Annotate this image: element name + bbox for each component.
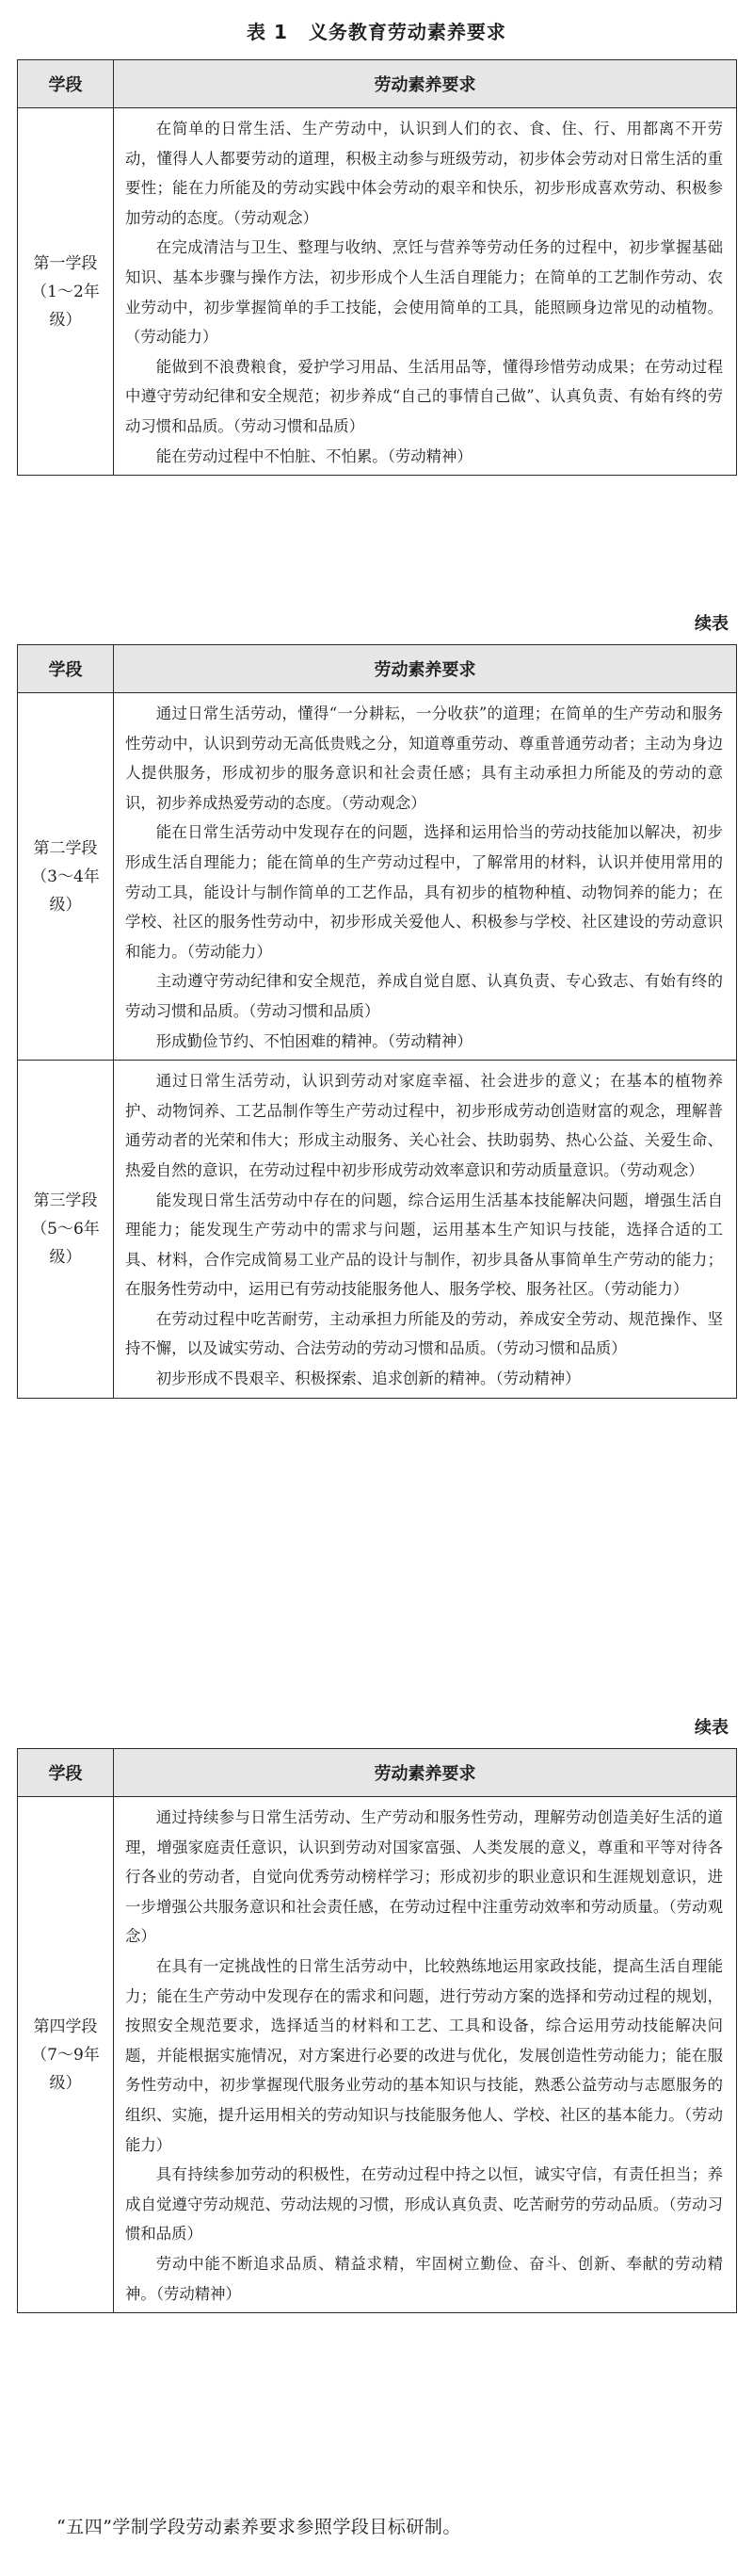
requirements-table-part-3 <box>17 1748 737 2313</box>
requirement-paragraph: 在具有一定挑战性的日常生活劳动中，比较熟练地运用家政技能，提高生活自理能力；能在生产劳动中发现存在的需求和问题，进行劳动方案的选择和劳动过程的规划，按照安全规范要求，选择适当的材料和工艺、工具和设备，综合运用劳动技能解决问题，并能根据实施情况，对方案进行必要的改进与优化，发展创造性劳动能力；能在服务性劳动中，初步掌握现代服务业劳动的基本知识与技能，熟悉公益劳动与志愿服务的组织、实施，提升运用相关的劳动知识与技能服务他人、学校、社区的基本能力。（劳动能力） <box>125 1956 723 2154</box>
table-row <box>18 1797 737 2313</box>
requirement-cell <box>114 1061 737 1399</box>
requirement-paragraph: 能在日常生活劳动中发现存在的问题，选择和运用恰当的劳动技能加以解决，初步形成生活自理能力；能在简单的生产劳动过程中，了解常用的材料，认识并使用常用的劳动工具，能设计与制作简单的工艺作品，具有初步的植物种植、动物饲养的能力；在学校、社区的服务性劳动中，初步形成关爱他人、积极参与学校、社区建设的劳动意识和能力。（劳动能力） <box>125 823 723 961</box>
requirement-paragraph: 形成勤俭节约、不怕困难的精神。（劳动精神） <box>155 1031 473 1050</box>
stage-name: 第四学段 <box>33 2017 98 2036</box>
requirement-paragraph: 通过持续参与日常生活劳动、生产劳动和服务性劳动，理解劳动创造美好生活的道理，增强家庭责任意识，认识到劳动对国家富强、人类发展的意义，尊重和平等对待各行各业的劳动者，自觉向优秀劳动榜样学习；形成初步的职业意识和生涯规划意识，进一步增强公共服务意识和社会责任感，在劳动过程中注重劳动效率和劳动质量。（劳动观念） <box>125 1808 723 1946</box>
stage-grade: （7～9年级） <box>31 2045 100 2093</box>
stage-name: 第三学段 <box>33 1191 98 1210</box>
requirement-paragraph: 主动遵守劳动纪律和安全规范，养成自觉自愿、认真负责、专心致志、有始有终的劳动习惯和品质。（劳动习惯和品质） <box>125 972 723 1020</box>
header-requirement: 劳动素养要求 <box>114 645 737 693</box>
requirements-table-part-2 <box>17 644 737 1399</box>
table-section-3 <box>0 1714 753 2313</box>
stage-name: 第一学段 <box>33 253 98 273</box>
header-row <box>18 645 737 693</box>
stage-cell <box>18 1061 114 1399</box>
stage-cell <box>18 1797 114 2313</box>
requirement-paragraph: 能在劳动过程中不怕脏、不怕累。（劳动精神） <box>155 446 473 465</box>
header-requirement: 劳动素养要求 <box>114 1749 737 1797</box>
stage-cell <box>18 693 114 1061</box>
stage-grade: （1～2年级） <box>31 282 100 330</box>
requirement-paragraph: 在劳动过程中吃苦耐劳，主动承担力所能及的劳动，养成安全劳动、规范操作、坚持不懈，以及诚实劳动、合法劳动的劳动习惯和品质。（劳动习惯和品质） <box>125 1309 723 1358</box>
requirement-paragraph: 能发现日常生活劳动中存在的问题，综合运用生活基本技能解决问题，增强生活自理能力；能发现生产劳动中的需求与问题，运用基本生产知识与技能，选择合适的工具、材料，合作完成简易工业产品的设计与制作，初步具备从事简单生产劳动的能力；在服务性劳动中，运用已有劳动技能服务他人、服务学校、服务社区。（劳动能力） <box>125 1191 723 1299</box>
requirement-cell <box>114 1797 737 2313</box>
stage-name: 第二学段 <box>33 838 98 858</box>
table-caption <box>0 17 753 44</box>
table-title: 义务教育劳动素养要求 <box>308 21 506 43</box>
table-row <box>18 108 737 476</box>
requirement-paragraph: 劳动中能不断追求品质、精益求精，牢固树立勤俭、奋斗、创新、奉献的劳动精神。（劳动精神） <box>125 2254 723 2303</box>
continued-label: 续表 <box>695 614 729 634</box>
footer-note: “五四”学制学段劳动素养要求参照学段目标研制。 <box>56 2517 461 2537</box>
table-row <box>18 693 737 1061</box>
requirement-paragraph: 通过日常生活劳动，懂得“一分耕耘，一分收获”的道理；在简单的生产劳动和服务性劳动中，认识到劳动无高低贵贱之分，知道尊重劳动、尊重普通劳动者；主动为身边人提供服务，形成初步的服务意识和社会责任感；具有主动承担力所能及的劳动的意识，初步养成热爱劳动的态度。（劳动观念） <box>125 705 723 812</box>
requirement-cell <box>114 108 737 476</box>
header-row <box>18 60 737 108</box>
requirement-paragraph: 具有持续参加劳动的积极性，在劳动过程中持之以恒，诚实守信，有责任担当；养成自觉遵守劳动规范、劳动法规的习惯，形成认真负责、吃苦耐劳的劳动品质。（劳动习惯和品质） <box>125 2165 723 2244</box>
table-section-1 <box>0 17 753 476</box>
table-section-2 <box>0 610 753 1399</box>
requirement-paragraph: 初步形成不畏艰辛、积极探索、追求创新的精神。（劳动精神） <box>155 1369 581 1388</box>
requirement-paragraph: 通过日常生活劳动，认识到劳动对家庭幸福、社会进步的意义；在基本的植物养护、动物饲养、工艺品制作等生产劳动过程中，初步形成劳动创造财富的观念，理解普通劳动者的光荣和伟大；形成主动服务、关心社会、扶助弱势、热心公益、关爱生命、热爱自然的意识，在劳动过程中初步形成劳动效率意识和劳动质量意识。（劳动观念） <box>125 1072 723 1179</box>
header-requirement: 劳动素养要求 <box>114 60 737 108</box>
requirement-paragraph: 在简单的日常生活、生产劳动中，认识到人们的衣、食、住、行、用都离不开劳动，懂得人人都要劳动的道理，积极主动参与班级劳动，初步体会劳动对日常生活的重要性；能在力所能及的劳动实践中体会劳动的艰辛和快乐，初步形成喜欢劳动、积极参加劳动的态度。（劳动观念） <box>125 120 723 227</box>
table-number: 表 1 <box>247 21 288 43</box>
requirement-paragraph: 能做到不浪费粮食，爱护学习用品、生活用品等，懂得珍惜劳动成果；在劳动过程中遵守劳动纪律和安全规范；初步养成“自己的事情自己做”、认真负责、有始有终的劳动习惯和品质。（劳动习惯和品质） <box>125 357 723 435</box>
continued-label: 续表 <box>695 1718 729 1738</box>
header-row <box>18 1749 737 1797</box>
stage-grade: （3～4年级） <box>31 867 100 915</box>
requirements-table-part-1 <box>17 59 737 476</box>
stage-grade: （5～6年级） <box>31 1219 100 1267</box>
header-stage: 学段 <box>18 60 114 108</box>
requirement-paragraph: 在完成清洁与卫生、整理与收纳、烹饪与营养等劳动任务的过程中，初步掌握基础知识、基本步骤与操作方法，初步形成个人生活自理能力；在简单的工艺制作劳动、农业劳动中，初步掌握简单的手工技能，会使用简单的工具，能照顾身边常见的动植物。（劳动能力） <box>125 238 723 347</box>
requirement-cell <box>114 693 737 1061</box>
header-stage: 学段 <box>18 1749 114 1797</box>
table-row <box>18 1061 737 1399</box>
stage-cell <box>18 108 114 476</box>
header-stage: 学段 <box>18 645 114 693</box>
